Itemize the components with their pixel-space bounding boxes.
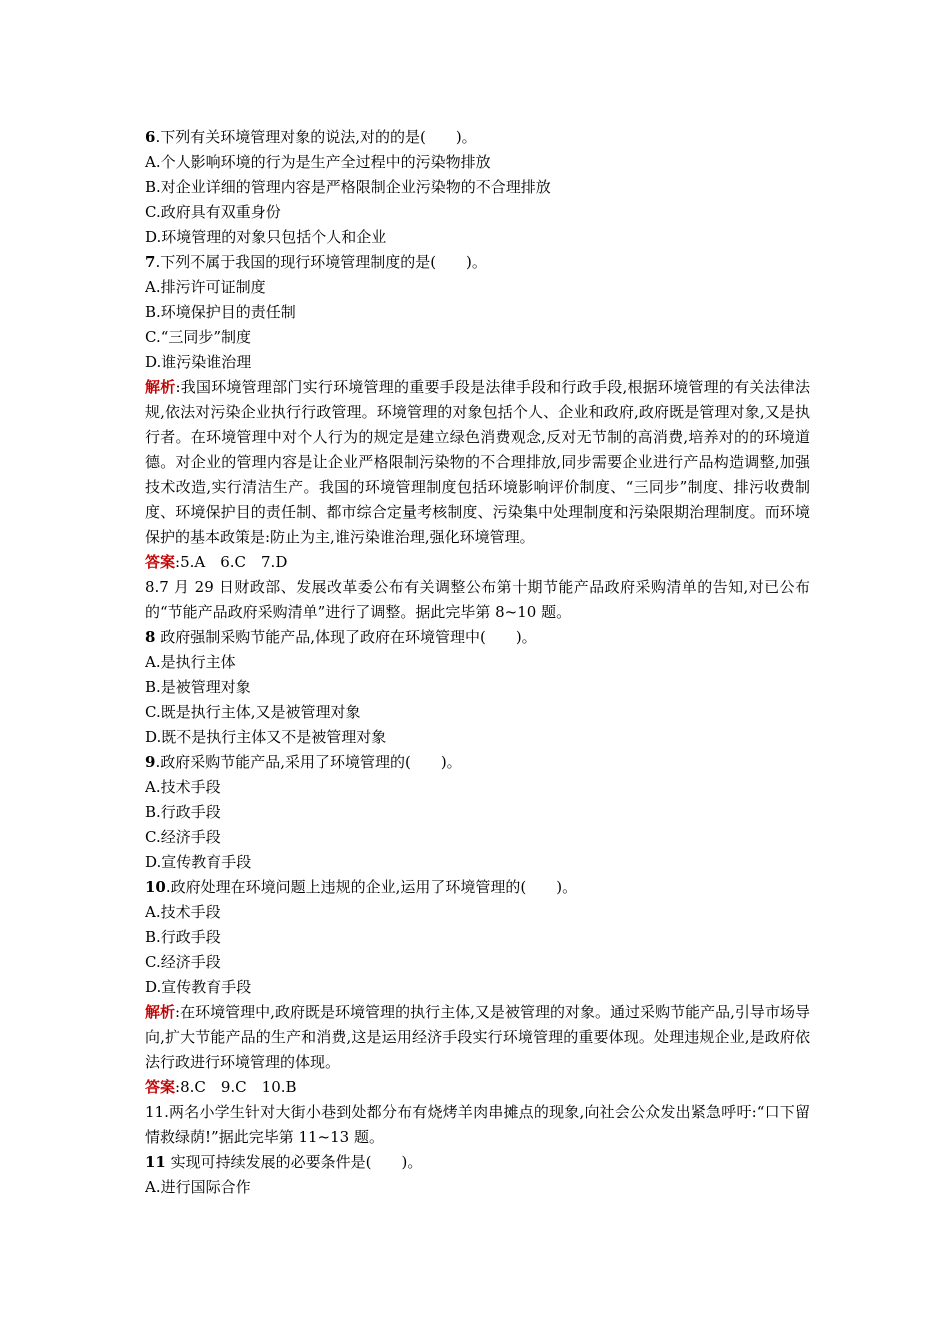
option: D.环境管理的对象只包括个人和企业	[145, 228, 387, 246]
question-10: 10.政府处理在环境问题上违规的企业,运用了环境管理的( )。	[145, 878, 578, 896]
option: A.技术手段	[145, 778, 221, 796]
option: A.是执行主体	[145, 653, 236, 671]
intro-8: 8.7 月 29 日财政部、发展改革委公布有关调整公布第十期节能产品政府采购清单的告知,对已公布的“节能产品政府采购清单”进行了调整。据此完毕第 8~10 题。	[145, 578, 810, 621]
option: B.行政手段	[145, 928, 221, 946]
analysis-1: 解析:我国环境管理部门实行环境管理的重要手段是法律手段和行政手段,根据环境管理的有关法律法规,依法对污染企业执行行政管理。环境管理的对象包括个人、企业和政府,政府既是管理对象,又是执行者。在环境管理中对个人行为的规定是建立绿色消费观念,反对无节制的高消费,培养对的的环境道德。对企业的管理内容是让企业严格限制污染物的不合理排放,同步需要企业进行产品构造调整,加强技术改造,实行清洁生产。我国的环境管理制度包括环境影响评价制度、“三同步”制度、排污收费制度、环境保护目的责任制、都市综合定量考核制度、污染集中处理制度和污染限期治理制度。而环境保护的基本政策是:防止为主,谁污染谁治理,强化环境管理。	[145, 378, 810, 546]
question-9: 9.政府采购节能产品,采用了环境管理的( )。	[145, 753, 462, 771]
option: D.宣传教育手段	[145, 853, 252, 871]
option: A.个人影响环境的行为是生产全过程中的污染物排放	[145, 153, 491, 171]
option: D.谁污染谁治理	[145, 353, 252, 371]
option: C.既是执行主体,又是被管理对象	[145, 703, 361, 721]
option: C.经济手段	[145, 953, 221, 971]
option: A.排污许可证制度	[145, 278, 266, 296]
option: C.政府具有双重身份	[145, 203, 281, 221]
option: B.是被管理对象	[145, 678, 251, 696]
option: C.经济手段	[145, 828, 221, 846]
question-6: 6.下列有关环境管理对象的说法,对的的是( )。	[145, 128, 477, 146]
option: A.技术手段	[145, 903, 221, 921]
option: B.环境保护目的责任制	[145, 303, 296, 321]
analysis-2: 解析:在环境管理中,政府既是环境管理的执行主体,又是被管理的对象。通过采购节能产品,引导市场导向,扩大节能产品的生产和消费,这是运用经济手段实行环境管理的重要体现。处理违规企业,是政府依法行政进行环境管理的体现。	[145, 1003, 810, 1071]
question-8: 8 政府强制采购节能产品,体现了政府在环境管理中( )。	[145, 628, 537, 646]
document-page	[145, 125, 810, 1200]
answer-1: 答案:5.A 6.C 7.D	[145, 553, 288, 571]
option: C.“三同步”制度	[145, 328, 252, 346]
intro-11: 11.两名小学生针对大街小巷到处都分布有烧烤羊肉串摊点的现象,向社会公众发出紧急呼吁:“口下留情救绿荫!”据此完毕第 11~13 题。	[145, 1103, 810, 1146]
option: B.行政手段	[145, 803, 221, 821]
option: D.宣传教育手段	[145, 978, 252, 996]
option: D.既不是执行主体又不是被管理对象	[145, 728, 387, 746]
question-11: 11 实现可持续发展的必要条件是( )。	[145, 1153, 423, 1171]
question-7: 7.下列不属于我国的现行环境管理制度的是( )。	[145, 253, 487, 271]
option: B.对企业详细的管理内容是严格限制企业污染物的不合理排放	[145, 178, 551, 196]
option: A.进行国际合作	[145, 1178, 251, 1196]
answer-2: 答案:8.C 9.C 10.B	[145, 1078, 297, 1096]
